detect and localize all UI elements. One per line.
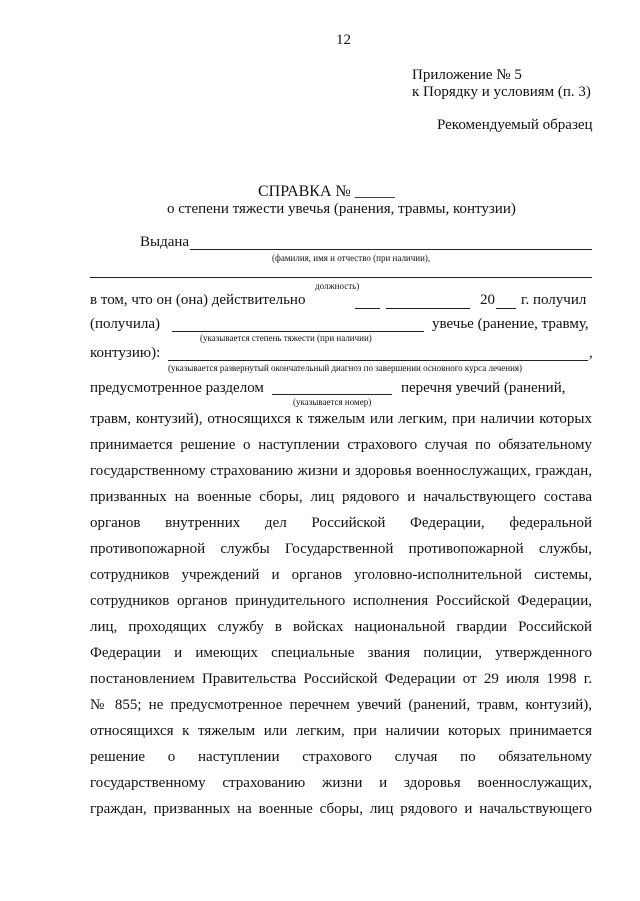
body-line: травм, контузий), относящихся к тяжелым или легким, при наличии которых — [90, 411, 592, 427]
body-line: принимается решение о наступлении страхового случая по обязательному — [90, 437, 592, 453]
body-line: постановлением Правительства Российской Федерации от 29 июля 1998 г. — [90, 671, 592, 687]
hint-diagnosis: (указывается развернутый окончательный диагноз по завершении основного курса лечения) — [168, 363, 523, 373]
line1-year-prefix: 20 — [480, 292, 495, 308]
hint-position: должность) — [315, 281, 360, 291]
body-line: граждан, призванных на военные сборы, лиц рядового и начальствующего — [90, 801, 592, 817]
appendix-reference: к Порядку и условиям (п. 3) — [412, 84, 591, 100]
severity-field-line[interactable] — [172, 331, 424, 332]
document-title: СПРАВКА № _____ — [258, 183, 395, 200]
body-line: органов внутренних дел Российской Федерации, федеральной — [90, 515, 592, 531]
body-line: государственному страхованию жизни и здоровья военнослужащих, граждан, — [90, 463, 592, 479]
body-line: Федерации и имеющих специальные звания полиции, утвержденного — [90, 645, 592, 661]
line1-text-a: в том, что он (она) действительно — [90, 292, 306, 308]
line3-comma: , — [589, 345, 593, 361]
line3-text-a: контузию): — [90, 345, 161, 361]
line4-text-a: предусмотренное разделом — [90, 380, 264, 396]
sample-label: Рекомендуемый образец — [437, 117, 593, 133]
position-field-line[interactable] — [90, 277, 592, 278]
issued-label: Выдана — [140, 234, 190, 250]
hint-number: (указывается номер) — [293, 397, 372, 407]
body-line: сотрудников органов принудительного исполнения Российской Федерации, — [90, 593, 592, 609]
document-subtitle: о степени тяжести увечья (ранения, травмы, контузии) — [167, 201, 516, 217]
page-number: 12 — [336, 32, 351, 48]
appendix-label: Приложение № 5 — [412, 67, 522, 83]
line2-text-b: увечье (ранение, травму, — [432, 316, 589, 332]
body-line: государственному страхованию жизни и здоровья военнослужащих, — [90, 775, 592, 791]
line1-text-c: г. получил — [521, 292, 587, 308]
hint-severity: (указывается степень тяжести (при наличии) — [200, 333, 372, 343]
issued-field-line[interactable] — [190, 249, 592, 250]
hint-fio: (фамилия, имя и отчество (при наличии), — [272, 253, 431, 263]
body-line: противопожарной службы Государственной противопожарной службы, — [90, 541, 592, 557]
month-field-line[interactable] — [386, 308, 470, 309]
body-line: сотрудников учреждений и органов уголовно-исполнительной системы, — [90, 567, 592, 583]
diagnosis-field-line[interactable] — [168, 360, 588, 361]
body-line: лиц, проходящих службу в войсках национальной гвардии Российской — [90, 619, 592, 635]
line4-text-b: перечня увечий (ранений, — [401, 380, 566, 396]
section-number-field-line[interactable] — [272, 394, 392, 395]
line2-text-a: (получила) — [90, 316, 161, 332]
body-line: решение о наступлении страхового случая по обязательному — [90, 749, 592, 765]
body-line: относящихся к тяжелым или легким, при наличии которых принимается — [90, 723, 592, 739]
body-line: призванных на военные сборы, лиц рядового и начальствующего состава — [90, 489, 592, 505]
body-line: № 855; не предусмотренное перечнем увечий (ранений, травм, контузий), — [90, 697, 592, 713]
year-field-line[interactable] — [496, 308, 516, 309]
day-field-line[interactable] — [355, 308, 380, 309]
